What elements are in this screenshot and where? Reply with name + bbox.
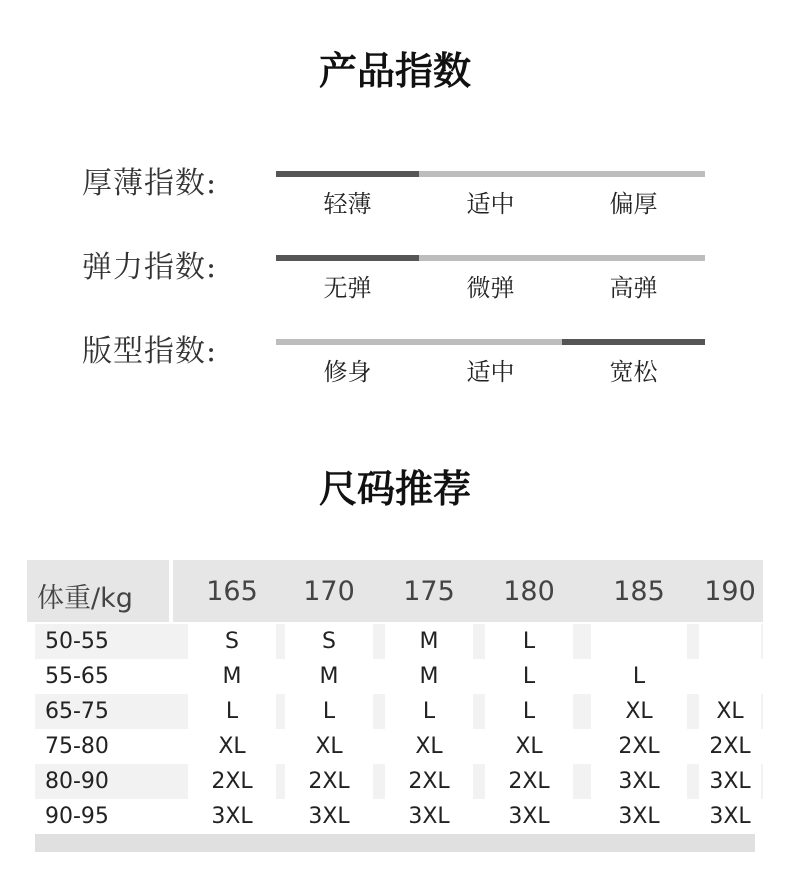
- index-option-label: 微弹: [466, 274, 515, 302]
- size-cell: 3XL: [508, 804, 550, 829]
- weight-range-cell: 50-55: [45, 629, 109, 654]
- weight-range-cell: 75-80: [45, 734, 109, 759]
- index-option-label: 修身: [323, 358, 372, 386]
- size-cell: XL: [699, 694, 761, 729]
- size-cell: 3XL: [709, 804, 751, 829]
- header-height-180: 180: [503, 576, 555, 607]
- size-cell: 3XL: [211, 804, 253, 829]
- index-bar-elasticity: [276, 255, 705, 261]
- index-option-label: 无弹: [323, 274, 372, 302]
- header-height-170: 170: [303, 576, 355, 607]
- size-table-header: [27, 560, 763, 622]
- size-cell: 3XL: [699, 764, 761, 799]
- size-table: [27, 560, 763, 860]
- size-cell: [591, 624, 687, 659]
- header-height-185: 185: [613, 576, 665, 607]
- index-bar-segment: [419, 171, 562, 177]
- size-cell: M: [385, 624, 473, 659]
- size-cell: 2XL: [485, 764, 573, 799]
- index-row-fit: [0, 326, 790, 386]
- header-weight-label: 体重/kg: [37, 583, 133, 614]
- header-height-190: 190: [704, 576, 756, 607]
- header-height-175: 175: [403, 576, 455, 607]
- size-cell: 2XL: [285, 764, 373, 799]
- table-row: [35, 729, 763, 764]
- size-cell: L: [285, 694, 373, 729]
- size-cell: L: [485, 624, 573, 659]
- index-bar-segment: [276, 171, 419, 177]
- index-bar-thickness: [276, 171, 705, 177]
- size-recommendation-title: 尺码推荐: [318, 466, 471, 511]
- size-cell: S: [188, 624, 276, 659]
- index-option-label: 适中: [466, 358, 515, 386]
- size-cell: M: [319, 664, 339, 689]
- index-bar-segment: [276, 339, 419, 345]
- header-height-165: 165: [206, 576, 258, 607]
- index-option-label: 偏厚: [609, 190, 658, 218]
- index-option-label: 宽松: [609, 358, 658, 386]
- table-row: [35, 799, 763, 834]
- index-bar-segment: [562, 255, 705, 261]
- header-separator: [169, 560, 173, 622]
- size-cell: 2XL: [385, 764, 473, 799]
- size-cell: 3XL: [591, 764, 687, 799]
- size-cell: 3XL: [308, 804, 350, 829]
- index-label-elasticity: 弹力指数:: [82, 250, 218, 285]
- size-cell: XL: [591, 694, 687, 729]
- size-cell: L: [522, 664, 536, 689]
- size-cell: [699, 624, 761, 659]
- table-row: [35, 624, 763, 659]
- weight-range-cell: 80-90: [45, 769, 109, 794]
- index-option-label: 适中: [466, 190, 515, 218]
- weight-range-cell: 55-65: [45, 664, 109, 689]
- table-row: [35, 659, 763, 694]
- size-cell: L: [188, 694, 276, 729]
- size-cell: 2XL: [709, 734, 751, 759]
- index-option-label: 轻薄: [323, 190, 372, 218]
- size-cell: 3XL: [408, 804, 450, 829]
- index-bar-segment: [419, 339, 562, 345]
- index-bar-segment: [562, 171, 705, 177]
- size-cell: M: [222, 664, 242, 689]
- size-cell: L: [385, 694, 473, 729]
- size-cell: 2XL: [188, 764, 276, 799]
- index-bar-segment: [419, 255, 562, 261]
- size-cell: XL: [415, 734, 443, 759]
- size-cell: M: [419, 664, 439, 689]
- size-cell: XL: [515, 734, 543, 759]
- size-cell: XL: [218, 734, 246, 759]
- index-bar-fit: [276, 339, 705, 345]
- table-row: [35, 764, 763, 799]
- index-row-elasticity: [0, 242, 790, 302]
- index-bar-segment: [562, 339, 705, 345]
- size-cell: L: [632, 664, 646, 689]
- index-row-thickness: [0, 158, 790, 218]
- size-cell: [699, 659, 761, 694]
- index-label-fit: 版型指数:: [82, 334, 218, 369]
- index-bar-segment: [276, 255, 419, 261]
- size-cell: 3XL: [618, 804, 660, 829]
- index-option-label: 高弹: [609, 274, 658, 302]
- product-index-title: 产品指数: [318, 48, 471, 93]
- size-cell: S: [285, 624, 373, 659]
- table-row: [35, 694, 763, 729]
- size-cell: XL: [315, 734, 343, 759]
- weight-range-cell: 90-95: [45, 804, 109, 829]
- size-cell: L: [485, 694, 573, 729]
- table-footer-bar: [35, 834, 755, 852]
- weight-range-cell: 65-75: [45, 699, 109, 724]
- index-label-thickness: 厚薄指数:: [82, 166, 218, 201]
- size-cell: 2XL: [618, 734, 660, 759]
